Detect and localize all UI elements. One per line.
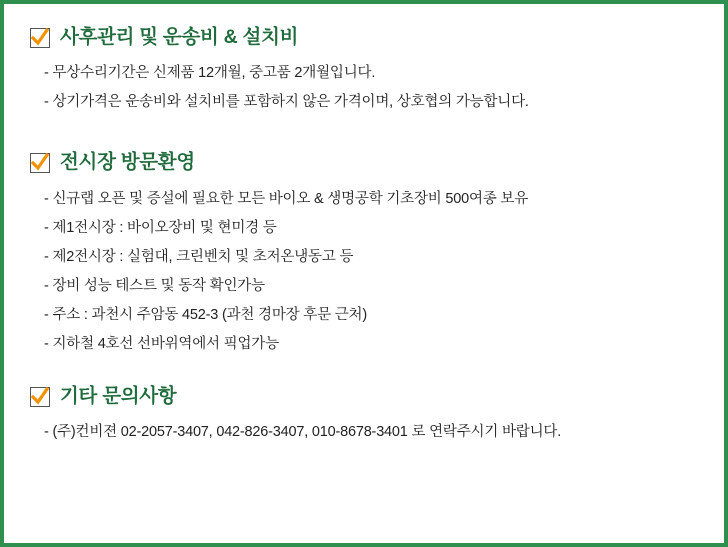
section-header [30,385,698,408]
list-item: - 장비 성능 테스트 및 동작 확인가능 [44,277,265,294]
section-title: 기타 문의사항 [60,384,177,407]
list-item: - (주)컨비젼 02-2057-3407, 042-826-3407, 010-8678-3401 로 연락주시기 바랍니다. [44,424,562,441]
list-item: - 제1전시장 : 바이오장비 및 현미경 등 [44,219,277,236]
section-title: 전시장 방문환영 [60,151,195,174]
section-lines [30,59,698,117]
spacer [30,117,698,151]
orange-check-icon [30,153,50,173]
orange-check-icon [30,28,50,48]
list-item: - 상기가격은 운송비와 설치비를 포함하지 않은 가격이며, 상호협의 가능합니다. [44,94,529,111]
section-after-service [30,26,698,117]
list-item: - 제2전시장 : 실험대, 크린벤치 및 초저온냉동고 등 [44,248,354,265]
orange-check-icon [30,387,50,407]
list-item: - 신규랩 오픈 및 증설에 필요한 모든 바이오 & 생명공학 기초장비 500여종 보유 [44,190,529,207]
section-header [30,26,698,49]
section-title: 사후관리 및 운송비 & 설치비 [60,26,299,48]
list-item: - 지하철 4호선 선바위역에서 픽업가능 [44,335,279,352]
spacer [30,359,698,385]
section-lines [30,185,698,359]
section-showroom [30,151,698,358]
section-other-inquiries [30,385,698,447]
section-header [30,151,698,174]
list-item: - 무상수리기간은 신제품 12개월, 중고품 2개월입니다. [44,65,376,82]
list-item: - 주소 : 과천시 주암동 452-3 (과천 경마장 후문 근처) [44,306,367,323]
section-lines [30,418,698,447]
